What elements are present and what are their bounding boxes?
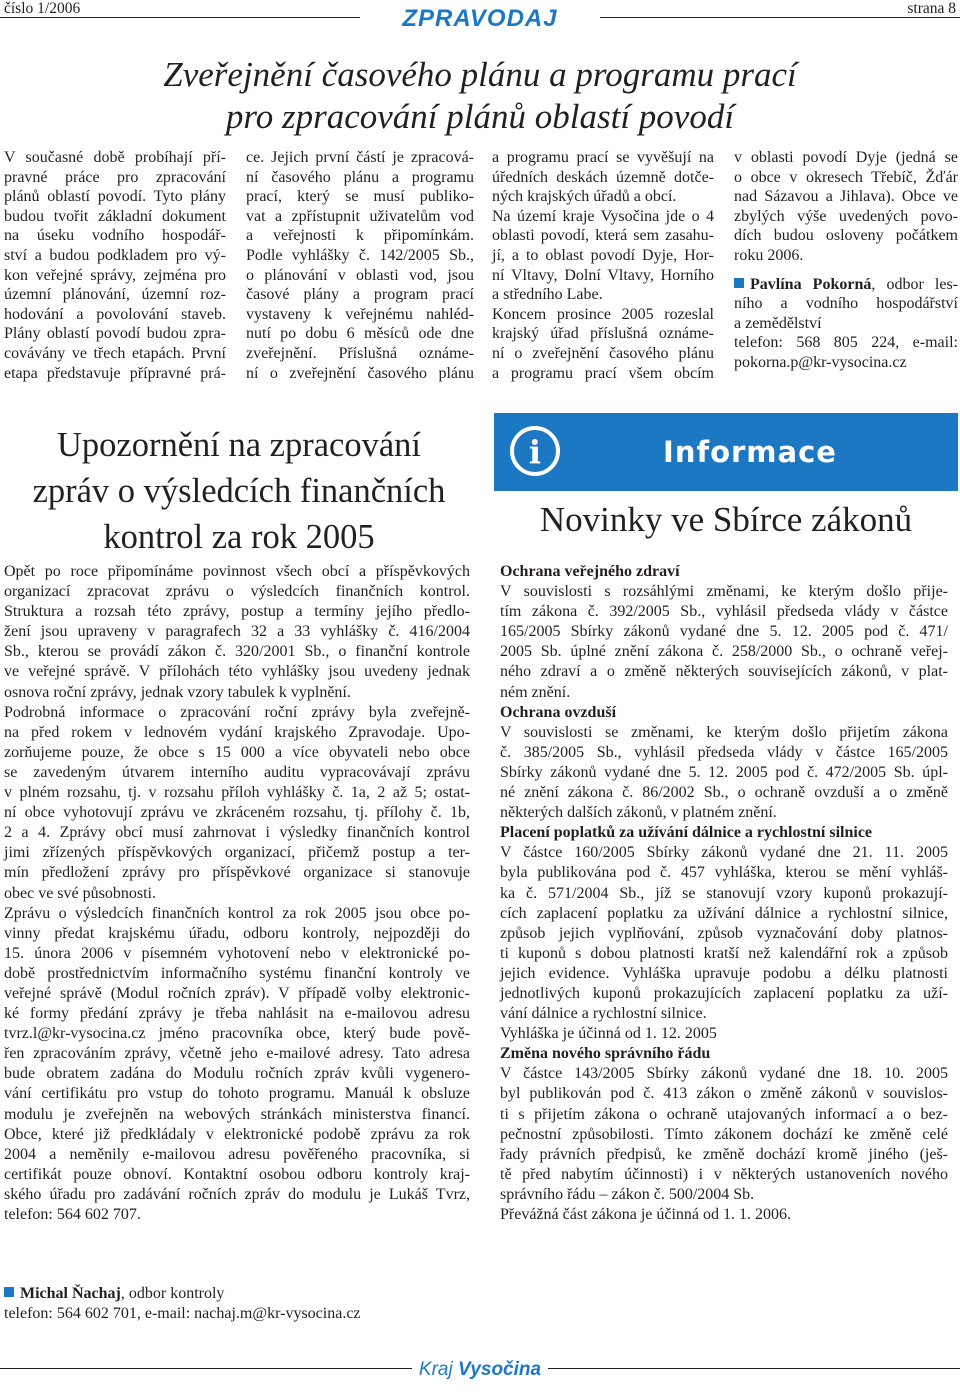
text-line: č. 385/2005 Sb., vyhlásil předseda vlády v částce 165/2005 [500,743,948,761]
text-line: se zavedeným útvarem interního auditu vypracovávají zprávu [4,763,470,781]
text-line: ní obce vyhotovují zprávu ve zkráceném rozsahu, tj. přílohy č. 1b, [4,804,470,822]
article1-column-3 [492,148,714,383]
page-number: strana 8 [907,0,956,17]
text-line: 15. února 2006 v písemném vyhotovení nebo v elektronické po- [4,944,470,962]
text-line: ného zdraví a o změně některých souvisejících zákonů, v plat- [500,663,948,681]
author-name: Michal Ňachaj [20,1285,121,1302]
text-line: jednotlivých kuponů prokazujících zaplacení poplatku za uží- [500,984,948,1002]
text-line: územní plánování, územní roz- [4,286,226,304]
text-line: plánů oblastí povodí. Tyto plány [4,188,226,206]
author-contact: telefon: 564 602 701, e-mail: nachaj.m@kr-vysocina.cz [4,1305,361,1323]
text-line: budou tvořit základní dokument [4,207,226,225]
text-line: jimi zřízených příspěvkových organizací, přičemž postup a ter- [4,844,470,862]
text-line: některých dalších zákonů, v platném znění. [500,804,777,822]
text-line: v oblasti povodí Dyje (jedná se [734,149,958,166]
section-heading: Ochrana veřejného zdraví [500,563,680,580]
text-line: a zemědělství [734,314,822,332]
text-line: veřejné správě (Modul ročních zpráv). V případě volby elektronic- [4,984,470,1002]
text-line: Plány oblastí povodí budou zpra- [4,325,226,343]
text-line: ního a vodního hospodářství [734,295,958,313]
title-line: zpráv o výsledcích finančních [32,472,446,510]
text-line: osnova roční zprávy, jednak vzory tabulek k vyplnění. [4,683,351,701]
text-line: ných krajských úřadů a obcí. [492,188,677,206]
text-line: řen zpracováním zprávy, včetně jeho e-mailové adresy. Tato adresa [4,1045,470,1063]
text-line: pečnostní způsobilosti. Tímto zákonem dochází ke změně celé [500,1125,948,1143]
article3-body [500,562,948,1225]
text-line: kon veřejné správy, zejména pro [4,266,226,284]
title-line: pro zpracování plánů oblastí povodí [225,97,735,136]
text-line: zorňujeme pouze, že obce s 15 000 a více obyvateli nebo obce [4,743,470,761]
text-line: zveřejnění. Příslušná oznáme- [246,344,474,362]
text-line: telefon: 568 805 224, e-mail: [734,334,958,352]
text-line: V souvislosti se změnami, ke kterým došlo přijetím zákona [500,723,948,741]
text-line: tě před nabytím účinnosti) i v některých ustanoveních nového [500,1165,948,1183]
author-block [734,275,958,373]
text-line: V souvislosti s rozsáhlými změnami, ke kterým došlo přije- [500,583,948,601]
text-line: 2004 a neměnily e-mailovou adresu pověřeného pracovníka, si [4,1145,470,1163]
text-line: vání dálnice a rychlostní silnice. [500,1005,707,1023]
author-dept: , odbor kontroly [120,1285,225,1302]
author-marker-icon [734,278,744,288]
text-line: nad Sázavou a Jihlava). Obce ve [734,188,958,206]
text-line: o obce v okresech Třebíč, Žďár [734,168,958,186]
text-line: zbylých výše uvedených povo- [734,207,958,225]
text-line: vinny předat krajskému úřadu, odboru kontroly, nejpozději do [4,924,470,942]
text-line: žení jsou upraveny v paragrafech 32 a 33 vyhlášky č. 416/2004 [4,623,470,641]
article1-column-4 [734,148,958,373]
text-line: 165/2005 Sbírky zákonů vydané dne 5. 12. 2005 pod č. 471/ [500,623,948,641]
text-line: Sbírky zákonů vydané dne 5. 12. 2005 pod č. 472/2005 Sb. úpl- [500,763,948,781]
text-line: Obce, které již předkládaly v elektronické podobě zprávu za rok [4,1125,470,1143]
text-line: a středního Labe. [492,286,603,304]
text-line: Převážná část zákona je účinná od 1. 1. 2006. [500,1206,792,1223]
text-line: Podle vyhlášky č. 142/2005 Sb., [246,246,474,264]
text-line: telefon: 564 602 707. [4,1206,141,1223]
article2-body [4,562,470,1225]
newsletter-brand: ZPRAVODAJ [360,4,600,34]
text-line: roku 2006. [734,246,804,264]
text-line: 2005 Sb. úplné znění zákona č. 258/2000 Sb., o ochraně veřej- [500,643,948,661]
text-line: vystaveny k veřejnému nahléd- [246,305,474,323]
text-line: ce. Jejich první částí je zpracová- [246,149,474,166]
text-line: ní o zveřejnění časového plánu [492,344,714,362]
text-line: ném znění. [500,683,571,701]
text-line: době prostřednictvím informačního systému finanční kontroly ve [4,964,470,982]
text-line: na úseku vodního hospodář- [4,227,226,245]
text-line: dích budou osloveny počátkem [734,227,958,245]
article1-column-2 [246,148,474,383]
title-line: kontrol za rok 2005 [103,518,375,556]
text-line: a veřejnosti k připomínkám. [246,227,474,245]
text-line: hodování a povolování staveb. [4,305,226,323]
text-line: ké formy předání zprávy je třeba nahlásit na e-mailovou adresu [4,1005,470,1023]
text-line: Struktura a rozsah této zprávy, postup a termíny jejího předlo- [4,603,470,621]
text-line: ti kuponů s dobou platnosti kratší než kalendářní rok a způsob [500,944,948,962]
text-line: nutí po dobu 6 měsíců ode dne [246,325,474,343]
text-line: vat a zpřístupnit uživatelům vod [246,207,474,225]
text-line: ní Vltavy, Dolní Vltavy, Horního [492,266,714,284]
text-line: oblasti povodí, která sem zasahu- [492,227,714,245]
section-heading: Změna nového správního řádu [500,1045,711,1063]
text-line: způsob jejich vyplňování, způsob vyznačování doby platnos- [500,924,948,942]
text-line: ní o zveřejnění časového plánu [246,364,474,382]
text-line: ského úřadu pro zadávání ročních zpráv do modulu je Lukáš Tvrz, [4,1185,470,1203]
text-line: ka č. 571/2004 Sb., jíž se stanovují vzory kuponů prokazují- [500,884,948,902]
text-line: byl publikován pod č. 413 zákon o změně zákonů v souvislos- [500,1085,948,1103]
text-line: V částce 143/2005 Sbírky zákonů vydané dne 18. 10. 2005 [500,1065,948,1083]
section-heading: Ochrana ovzduší [500,703,617,721]
title-line: Zveřejnění časového plánu a programu prací [163,55,797,94]
text-line: časové plány a program prací [246,286,474,304]
text-line: obec ve své působnosti. [4,884,156,902]
article-title-law-news: Novinky ve Sbírce zákonů [539,500,913,539]
text-line: organizací zpracovat zprávu o výsledcích finančních kontrol. [4,583,470,601]
text-line: v plném rozsahu, tj. v rozsahu příloh vyhlášky č. 1a, 2 až 5; ostat- [4,784,470,802]
text-line: Koncem prosince 2005 rozeslal [492,305,714,323]
text-line: vání certifikátu pro vstup do tohoto programu. Manuál k obsluze [4,1085,470,1103]
text-line: byla publikována pod č. 457 vyhláška, kterou se mění vyhláš- [500,864,948,882]
text-line: modulu je zveřejněn na webových stránkách ministerstva financí. [4,1105,470,1123]
text-line: Zprávu o výsledcích finančních kontrol za rok 2005 jsou obce po- [4,904,470,922]
text-line: ství a budou podkladem pro vý- [4,246,226,264]
text-line: né znění zákona č. 86/2002 Sb., o ochraně ovzduší a o změně [500,784,948,802]
info-label: Informace [663,435,837,469]
author-marker-icon [4,1287,14,1297]
text-line: na před rokem v lednovém vydání krajského Zpravodaje. Upo- [4,723,470,741]
author-dept: , odbor les- [871,275,958,293]
text-line: etapa představuje přípravné prá- [4,364,226,382]
text-line: 2 a 4. Zprávy obcí musí zahrnovat i výsledky finančních kontrol [4,824,470,842]
article-title-finance-control [4,422,474,560]
text-line: certifikát pouze obnoví. Kontaktní osobou odboru kontroly kraj- [4,1165,470,1183]
text-line: mín předložení zprávy pro příspěvkové organizace si stanovuje [4,864,470,882]
text-line: o plánování v oblasti vod, jsou [246,266,474,284]
text-line: ve veřejné správě. V přílohách této vyhlášky jsou uvedeny jednak [4,663,470,681]
text-line: Opět po roce připomínáme povinnost všech obcí a příspěvkových [4,563,470,580]
text-line: V současné době probíhají pří- [4,149,226,166]
article2-signature [4,1284,470,1324]
text-line: Na území kraje Vysočina jde o 4 [492,207,714,225]
kraj-vysocina-logo [412,1356,548,1386]
section-heading: Placení poplatků za užívání dálnice a rychlostní silnice [500,824,873,842]
text-line: bude obratem zadána do Modulu ročních zpráv kvůli vygenero- [4,1065,470,1083]
text-line: úředních deskách územně dotče- [492,168,714,186]
text-line: správního řádu – zákon č. 500/2004 Sb. [500,1185,755,1203]
text-line: jí, a to oblast povodí Dyje, Hor- [492,246,714,264]
text-line: řady právních předpisů, ke změně dochází kromě jiného (ješ- [500,1145,948,1163]
text-line: prací, který se musí publiko- [246,188,474,206]
author-name: Pavlína Pokorná [750,275,872,293]
logo-name: Vysočina [457,1359,542,1380]
text-line: krajský úřad příslušná oznáme- [492,325,714,343]
text-line: a programu prací se vyvěšují na [492,149,714,166]
text-line: pravné práce pro zpracování [4,168,226,186]
text-line: a programu prací všem obcím [492,364,714,382]
text-line: V částce 160/2005 Sbírky zákonů vydané dne 21. 11. 2005 [500,844,948,862]
logo-kraj: Kraj [418,1359,453,1380]
text-line: Vyhláška je účinná od 1. 12. 2005 [500,1025,717,1043]
article-title-plans [95,54,865,138]
issue-number: číslo 1/2006 [4,0,81,17]
text-line: covávány ve třech etapách. První [4,344,226,362]
info-icon: i [510,426,560,476]
article1-column-1 [4,148,226,383]
text-line: Podrobná informace o zpracování roční zprávy byla zveřejně- [4,703,470,721]
text-line: tvrz.l@kr-vysocina.cz jméno pracovníka obce, který bude pově- [4,1025,470,1043]
text-line: ní časového plánu a programu [246,168,474,186]
title-line: Upozornění na zpracování [56,426,421,464]
text-line: pokorna.p@kr-vysocina.cz [734,353,907,371]
text-line: cích zaplacení poplatku za užívání dálnice a rychlostní silnice, [500,904,948,922]
text-line: ti s přijetím zákona o ochraně utajovaných informací a o bez- [500,1105,948,1123]
text-line: tím zákona č. 392/2005 Sb., vyhlásil předseda vlády v částce [500,603,948,621]
text-line: Sb., kterou se provádí zákon č. 320/2001 Sb., o finanční kontrole [4,643,470,661]
text-line: jejich evidence. Vyhláška upravuje podobu a délku platnosti [500,964,948,982]
